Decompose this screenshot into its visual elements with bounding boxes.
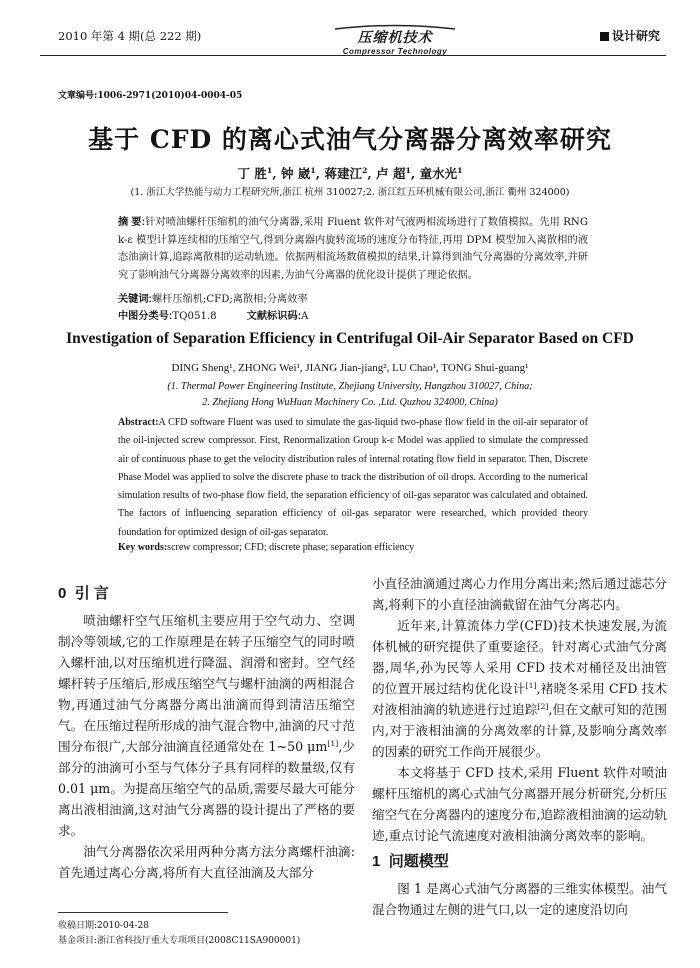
citation: [2] (537, 701, 549, 711)
abstract-en-text: A CFD software Fluent was used to simulate the gas-liquid two-phase flow field in the oil-air separator of the oil-injected screw compressor. First, Renormalization Group k-ε Model was applied to simulate the compressed air of continuous phase to get the velocity distribution rules of internal rotating flow field in separator. Then, Discrete Phase Model was applied to solve the discrete phase to track the distribution of oil drops. According to the numerical simulation results of two-phase flow field, the separation efficiency of oil-gas separator was calculated and obtained. The factors of influencing separation efficiency of oil-gas separator were researched, which provided theory foundation for optimized design of oil-gas separator. (118, 417, 588, 538)
left-column (58, 610, 355, 883)
section-heading-intro (58, 582, 109, 603)
abstract-cn (118, 214, 588, 284)
journal-logo (325, 24, 465, 54)
paragraph-text: ,少部分的油滴可小至与气体分子具有同样的数量级,仅有 0.01 μm。为提高压缩空气的品质,需要尽最大可能分离出液相油滴,这对油气分离器的设计提出了严格的要求。 (58, 739, 355, 838)
section-tag-label: 设计研究 (611, 29, 660, 43)
paragraph (58, 610, 355, 841)
paragraph-text: 喷油螺杆空气压缩机主要应用于空气动力、空调制冷等领域,它的工作原理是在转子压缩空气的同时喷入螺杆油,以对压缩机进行降温、润滑和密封。空气经螺杆转子压缩后,形成压缩空气与螺杆油滴的两相混合物,再通过油气分离器分离出油滴而得到清洁压缩空气。在压缩过程所形成的油气混合物中,油滴的尺寸范围分布很广,大部分油滴直径通常处在 1~50 μm (58, 613, 355, 754)
clc-value: TQ051.8 (172, 311, 217, 322)
section-heading-model (372, 850, 449, 871)
paragraph: 图 1 是离心式油气分离器的三维实体模型。油气混合物通过左侧的进气口,以一定的速度沿切向 (372, 881, 667, 917)
abstract-en-label: Abstract: (118, 417, 159, 428)
author-name: 卢 超 (376, 166, 406, 181)
paragraph-text: ,褚晓冬采用 CFD 技术对液相油滴的轨迹进行过追踪 (372, 681, 668, 717)
author-affil: 2 (361, 165, 368, 175)
affiliation-en-1: (1. Thermal Power Engineering Institute, Zhejiang University, Hangzhou 310027, China; (167, 381, 533, 392)
citation: [1] (327, 738, 339, 748)
paragraph: 小直径油滴通过离心力作用分离出来;然后通过滤芯分离,将剩下的小直径油滴截留在油气分离芯内。 (372, 576, 667, 612)
author-affil: 1 (310, 165, 316, 175)
paragraph-text: ,但在文献可知的范围内,对于液相油滴的分离效率的计算,及影响分离效率的因素的研究工作尚开展很少。 (372, 702, 667, 759)
footnote-rule (58, 912, 228, 913)
abstract-cn-text: 针对喷油螺杆压缩机的油气分离器,采用 Fluent 软件对气液两相流场进行了数值模拟。先用 RNG k-ε 模型计算连续相的压缩空气,得到分离器内旋转流场的速度分布特征,再用 DPM 模型加入离散相的液态油滴计算,追踪离散相的运动轨迹。依据两相流场数值模拟的结果,计算得到油气分离器的分离效率,并研究了影响油气分离器分离效率的因素,为油气分离器的优化设计提供了理论依据。 (118, 217, 588, 281)
paper-title-cn: 基于 CFD 的离心式油气分离器分离效率研究 (88, 125, 612, 154)
article-number: 文章编号:1006-2971(2010)04-0004-05 (58, 91, 243, 101)
clc-label: 中图分类号: (118, 311, 173, 322)
section-tag (600, 27, 660, 44)
section-number: 1 (372, 853, 381, 870)
section-number: 0 (58, 585, 67, 602)
logo-en-text: Compressor Technology (342, 47, 448, 56)
square-bullet-icon (600, 32, 609, 41)
keywords-en (118, 542, 414, 553)
section-title: 引 言 (74, 585, 109, 602)
affiliation-cn: (1. 浙江大学热能与动力工程研究所,浙江 杭州 310027;2. 浙江红五环机械有限公司,浙江 衢州 324000) (130, 187, 570, 198)
classification (118, 307, 308, 322)
keywords-cn-label: 关键词: (118, 294, 152, 305)
abstract-en (118, 414, 588, 542)
keywords-en-label: Key words: (118, 542, 168, 553)
doc-code-value: A (301, 311, 309, 322)
author-name: 蒋建江 (324, 166, 362, 181)
citation: [1] (525, 680, 537, 690)
doc-code-label: 文献标识码: (246, 311, 301, 322)
logo-swoosh-icon (325, 24, 465, 30)
footnote-fund: 基金项目:浙江省科技厅重大专项项目(2008C11SA900001) (58, 936, 301, 946)
author-affil: 1 (266, 165, 273, 175)
authors-cn: 丁 胜$^1$, 钟 崴$^1$, 蒋建江$^2$, 卢 超$^1$, 童水光$^1$ (237, 165, 463, 181)
header-rule (40, 55, 666, 56)
author-name: 钟 崴 (280, 166, 311, 181)
footnote-received: 收稿日期:2010-04-28 (58, 921, 149, 931)
author-name: 丁 胜 (237, 166, 267, 181)
right-column (372, 573, 667, 846)
author-affil: 1 (405, 165, 411, 175)
keywords-cn-text: 螺杆压缩机;CFD;离散相;分离效率 (151, 294, 308, 305)
paragraph-text: 近年来,计算流体力学(CFD)技术快速发展,为流体机械的研究提供了重要途径。针对离心式油气分离器,周华,孙为民等人采用 CFD 技术对桶径及出油管的位置开展过结构优化设计 (372, 618, 667, 696)
right-column-continued (372, 878, 667, 920)
authors-en: DING Sheng¹, ZHONG Wei¹, JIANG Jian-jiang², LU Chao¹, TONG Shui-guang¹ (171, 362, 529, 374)
keywords-cn (118, 290, 308, 305)
paragraph: 本文将基于 CFD 技术,采用 Fluent 软件对喷油螺杆压缩机的离心式油气分离器开展分析研究,分析压缩空气在分离器内的速度分布,追踪液相油滴的运动轨迹,重点讨论气流速度对液相油滴分离效率的影响。 (372, 765, 667, 843)
author-affil: 1 (457, 165, 463, 175)
paper-title-en: Investigation of Separation Efficiency in Centrifugal Oil-Air Separator Based on CFD (66, 330, 634, 347)
section-title: 问题模型 (388, 853, 449, 870)
paragraph (372, 615, 667, 762)
affiliation-en-2: 2. Zhejiang Hong WuHuan Machinery Co. ,Ltd. Quzhou 324000, China) (202, 397, 498, 408)
logo-cn-text: 压缩机技术 (357, 29, 433, 45)
keywords-en-text: screw compressor; CFD; discrete phase; separation efficiency (167, 542, 415, 553)
author-name: 童水光 (419, 166, 458, 181)
paragraph: 油气分离器依次采用两种分离方法分离螺杆油滴:首先通过离心分离,将所有大直径油滴及大部分 (58, 844, 355, 880)
abstract-cn-label: 摘 要: (118, 217, 145, 228)
journal-issue: 2010 年第 4 期(总 222 期) (58, 29, 202, 43)
